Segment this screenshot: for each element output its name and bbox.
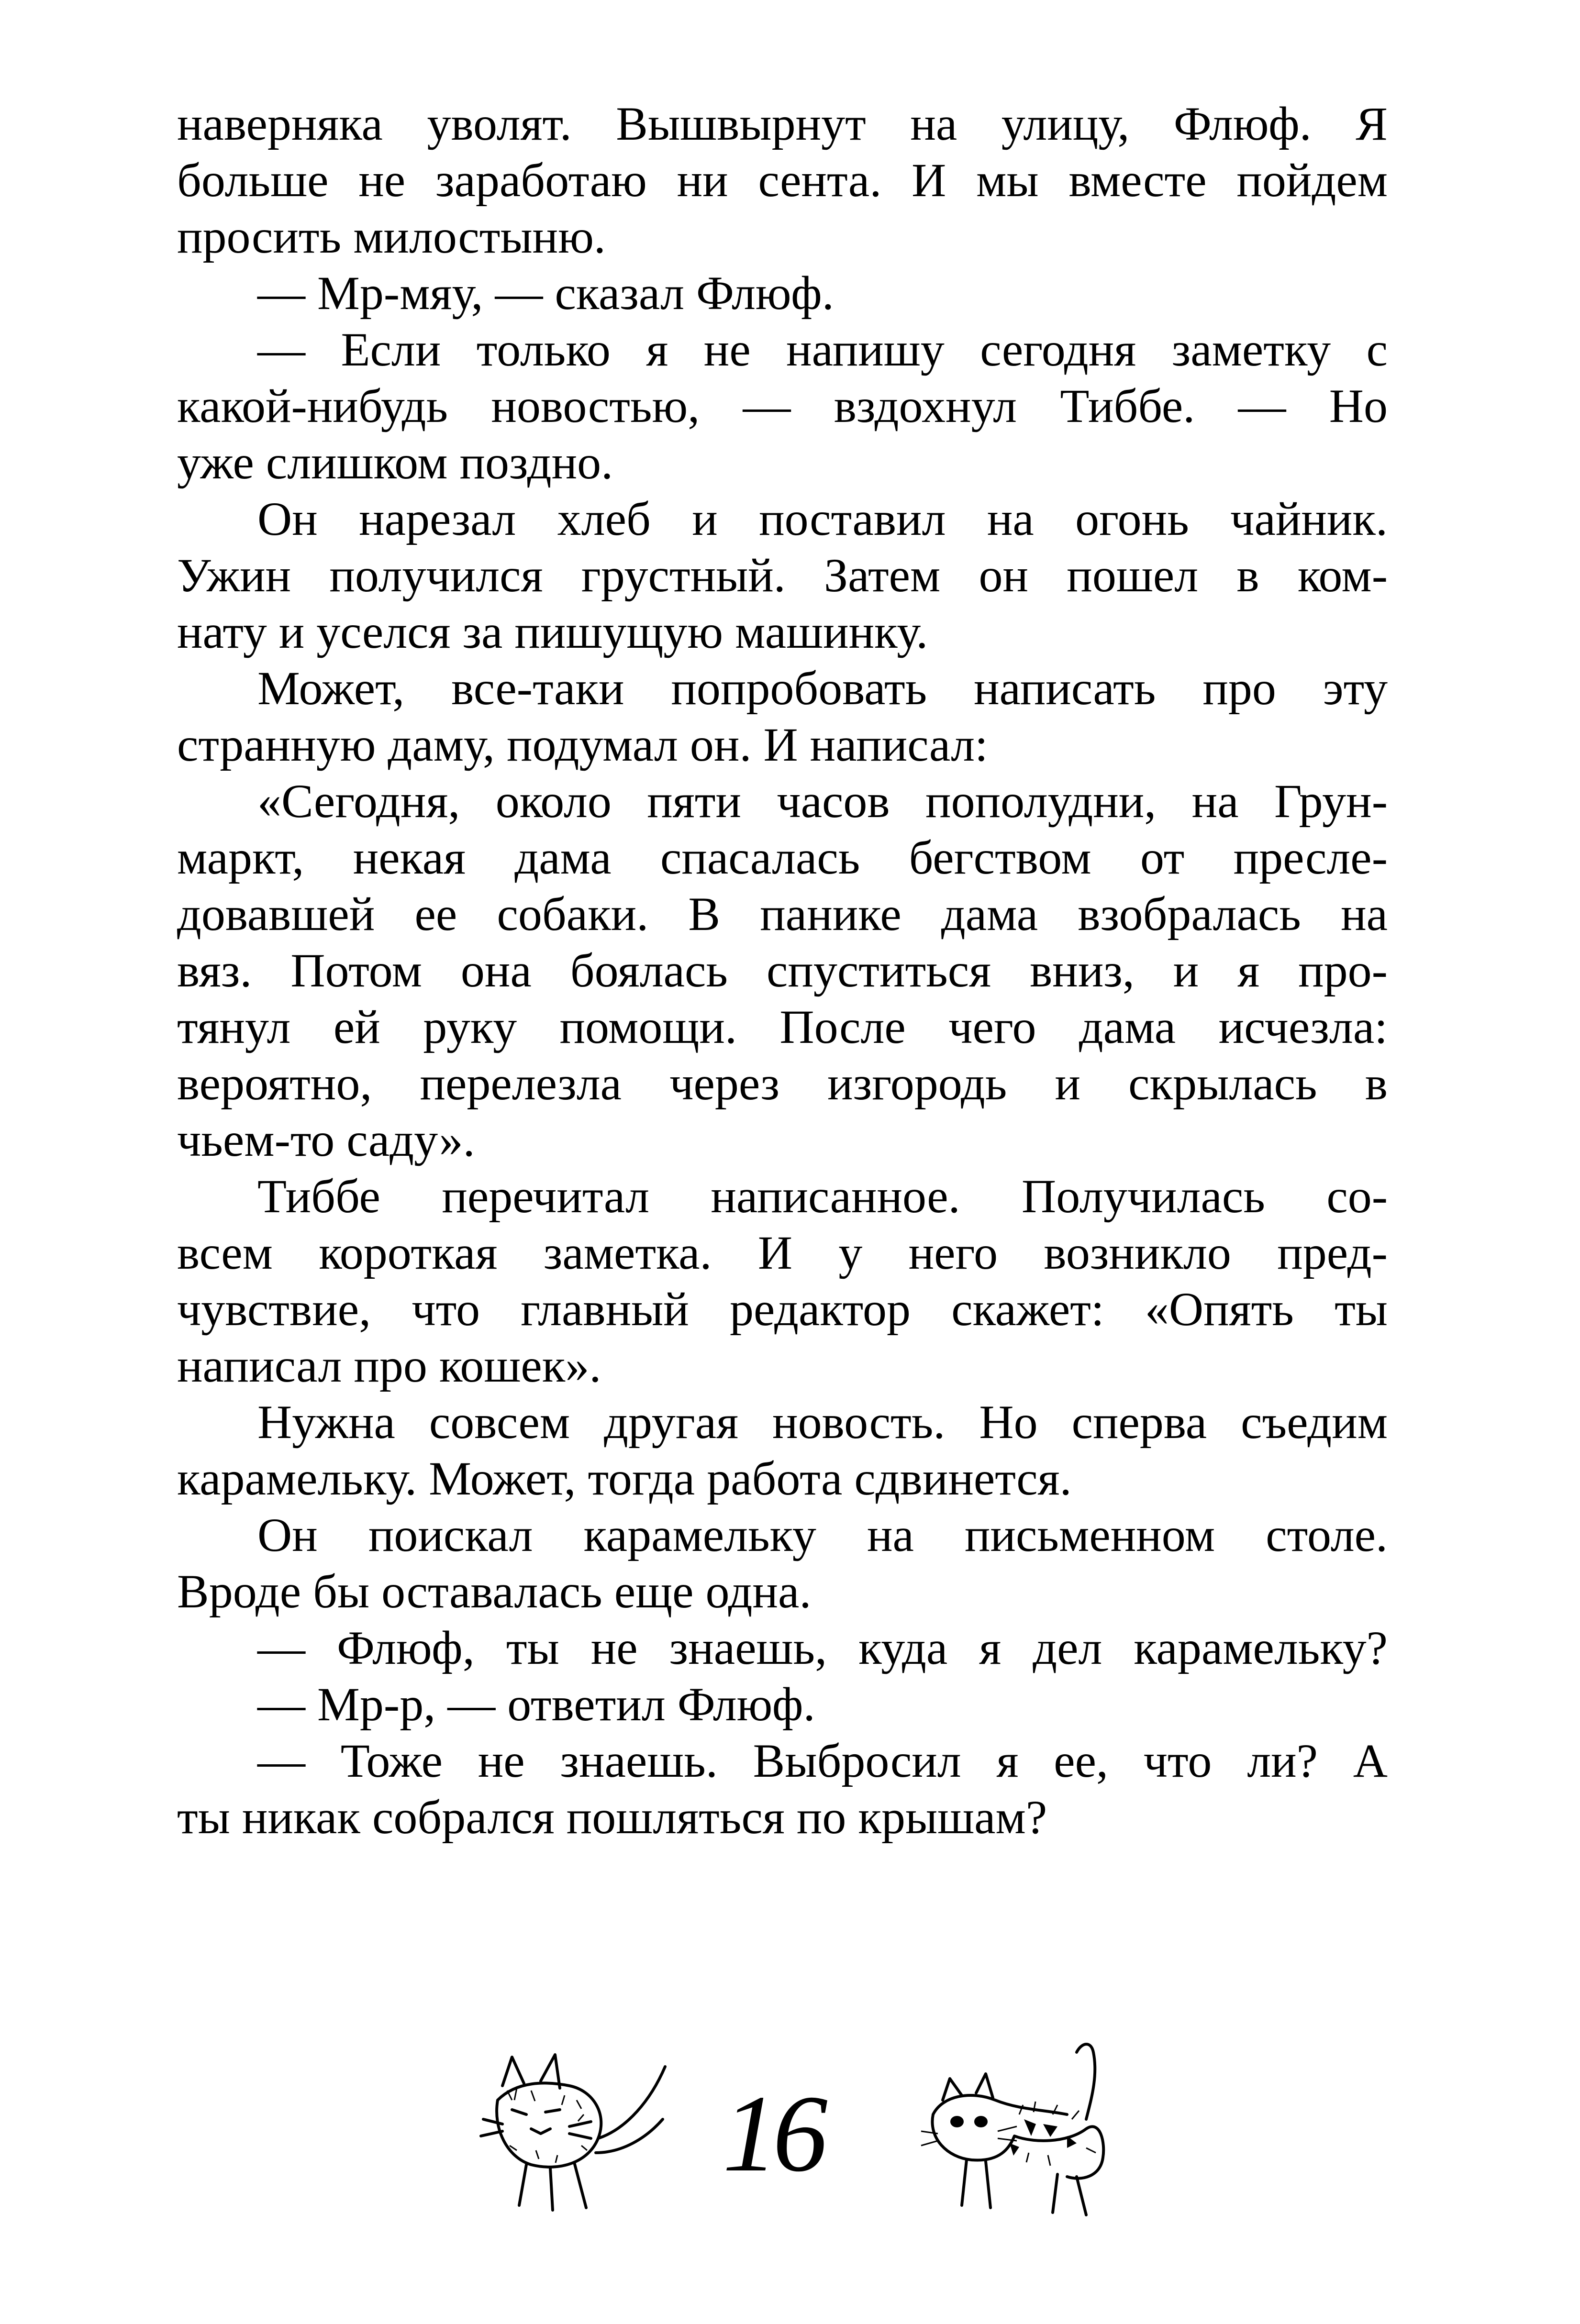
text-line: больше не заработаю ни сента. И мы вместе пойдем <box>177 154 1388 207</box>
page-text <box>177 96 1388 1846</box>
text-line: просить милостыню. <box>177 210 606 263</box>
text-line: нату и уселся за пишущую машинку. <box>177 605 928 658</box>
text-line: написал про кошек». <box>177 1339 601 1392</box>
page-footer <box>474 2033 1134 2234</box>
text-line: Нужна совсем другая новость. Но сперва съедим <box>257 1395 1388 1449</box>
text-line: вяз. Потом она боялась спуститься вниз, и я про- <box>177 944 1388 997</box>
text-line: карамельку. Может, тогда работа сдвинется. <box>177 1452 1072 1505</box>
text-line: всем короткая заметка. И у него возникло пред- <box>177 1226 1388 1279</box>
text-line: — Флюф, ты не знаешь, куда я дел карамельку? <box>257 1621 1388 1674</box>
text-line: Вроде бы оставалась еще одна. <box>177 1565 812 1618</box>
text-line: — Мр-р, — ответил Флюф. <box>257 1678 815 1731</box>
text-line: Он поискал карамельку на письменном столе. <box>257 1508 1388 1561</box>
page-number: 16 <box>723 2072 823 2194</box>
text-line: Ужин получился грустный. Затем он пошел в ком- <box>177 549 1388 602</box>
text-line: тянул ей руку помощи. После чего дама исчезла: <box>177 1000 1388 1053</box>
text-line: уже слишком поздно. <box>177 436 613 489</box>
text-line: — Тоже не знаешь. Выбросил я ее, что ли? А <box>257 1734 1388 1787</box>
text-line: маркт, некая дама спасалась бегством от пресле- <box>177 831 1388 884</box>
text-line: Тиббе перечитал написанное. Получилась со- <box>257 1170 1388 1223</box>
text-line: странную даму, подумал он. И написал: <box>177 718 988 771</box>
text-line: вероятно, перелезла через изгородь и скрылась в <box>177 1057 1388 1110</box>
text-line: Может, все-таки попробовать написать про эту <box>257 662 1388 715</box>
text-line: чьем-то саду». <box>177 1113 475 1166</box>
cat-sketch-icon <box>914 2033 1134 2224</box>
text-line: — Мр-мяу, — сказал Флюф. <box>257 266 834 320</box>
cat-sketch-icon <box>474 2043 675 2224</box>
text-line: Он нарезал хлеб и поставил на огонь чайник. <box>257 492 1388 545</box>
text-line: чувствие, что главный редактор скажет: «Опять ты <box>177 1283 1388 1336</box>
text-line: довавшей ее собаки. В панике дама взобралась на <box>177 887 1388 941</box>
text-line: — Если только я не напишу сегодня заметку с <box>257 323 1388 376</box>
text-line: наверняка уволят. Вышвырнут на улицу, Флюф. Я <box>177 97 1388 150</box>
text-line: «Сегодня, около пяти часов пополудни, на Грун- <box>257 775 1388 828</box>
text-line: какой-нибудь новостью, — вздохнул Тиббе. — Но <box>177 379 1388 432</box>
text-line: ты никак собрался пошляться по крышам? <box>177 1791 1047 1844</box>
